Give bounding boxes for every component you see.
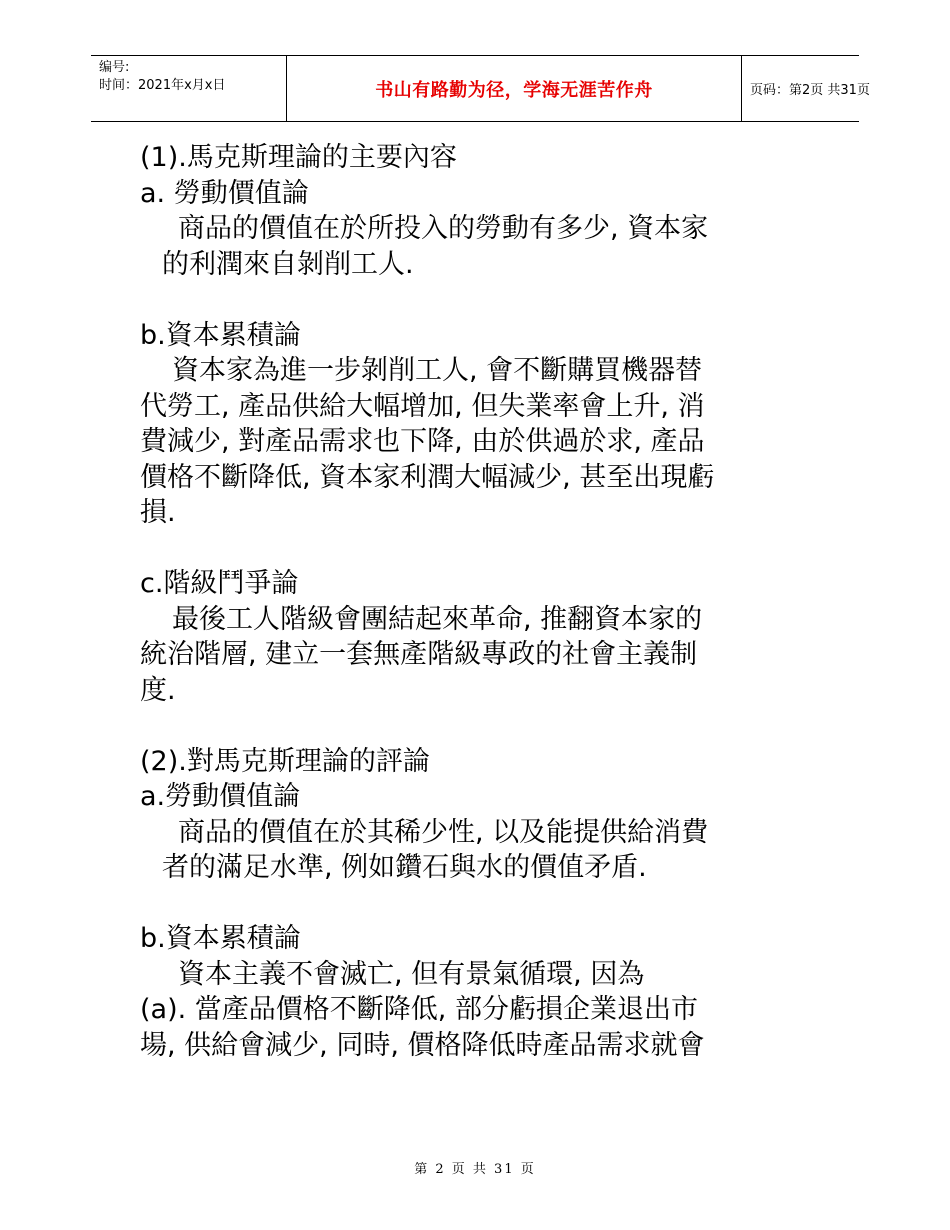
paragraph-line: 商品的價值在於其稀少性, 以及能提供給消費	[178, 816, 709, 848]
subsection-heading: b.資本累積論	[140, 319, 301, 351]
paragraph-line: 最後工人階級會團結起來革命, 推翻資本家的	[172, 603, 703, 635]
paragraph-line: 資本家為進一步剝削工人, 會不斷購買機器替	[172, 355, 703, 386]
header-meta-cell	[91, 56, 286, 121]
subsection-heading: c.階級鬥爭論	[140, 568, 299, 599]
paragraph-line: 費減少, 對產品需求也下降, 由於供過於求, 產品	[140, 426, 705, 457]
paragraph-line: 的利潤來自剝削工人.	[162, 248, 414, 280]
paragraph-line: 資本主義不會滅亡, 但有景氣循環, 因為	[178, 958, 645, 990]
blank-line	[140, 282, 820, 318]
subsection-heading: a.勞動價值論	[140, 781, 301, 812]
section-heading: (2).對馬克斯理論的評論	[140, 745, 430, 777]
paragraph-line: 商品的價值在於所投入的勞動有多少, 資本家	[178, 213, 709, 244]
page-footer: 第 2 页 共 31 页	[414, 1162, 536, 1177]
paragraph-line: 場, 供給會減少, 同時, 價格降低時產品需求就會	[140, 1029, 705, 1061]
paragraph-line: 者的滿足水準, 例如鑽石與水的價值矛盾.	[162, 852, 647, 883]
paragraph-line: (a). 當產品價格不斷降低, 部分虧損企業退出市	[140, 994, 698, 1025]
header-motto-cell	[286, 56, 742, 121]
paragraph-line: 度.	[140, 674, 176, 706]
blank-line	[140, 531, 820, 567]
motto-text: 书山有路勤为径，学海无涯苦作舟	[375, 79, 653, 101]
time-label: 时间：2021年x月x日	[99, 78, 226, 93]
blank-line	[140, 886, 820, 922]
blank-line	[140, 708, 820, 744]
document-body	[140, 140, 820, 1063]
paragraph-line: 代勞工, 產品供給大幅增加, 但失業率會上升, 消	[140, 390, 705, 422]
paragraph-line: 價格不斷降低, 資本家利潤大幅減少, 甚至出現虧	[140, 461, 715, 493]
paragraph-line: 統治階層, 建立一套無產階級專政的社會主義制	[140, 639, 698, 670]
page-number-info: 页码：第2页 共31页	[750, 83, 870, 98]
subsection-heading: b.資本累積論	[140, 923, 301, 954]
serial-label: 编号:	[99, 60, 130, 75]
subsection-heading: a. 勞動價值論	[140, 177, 309, 209]
page-header	[91, 55, 870, 122]
paragraph-line: 損.	[140, 497, 176, 528]
section-heading: (1).馬克斯理論的主要內容	[140, 142, 457, 173]
header-page-cell	[742, 56, 870, 121]
